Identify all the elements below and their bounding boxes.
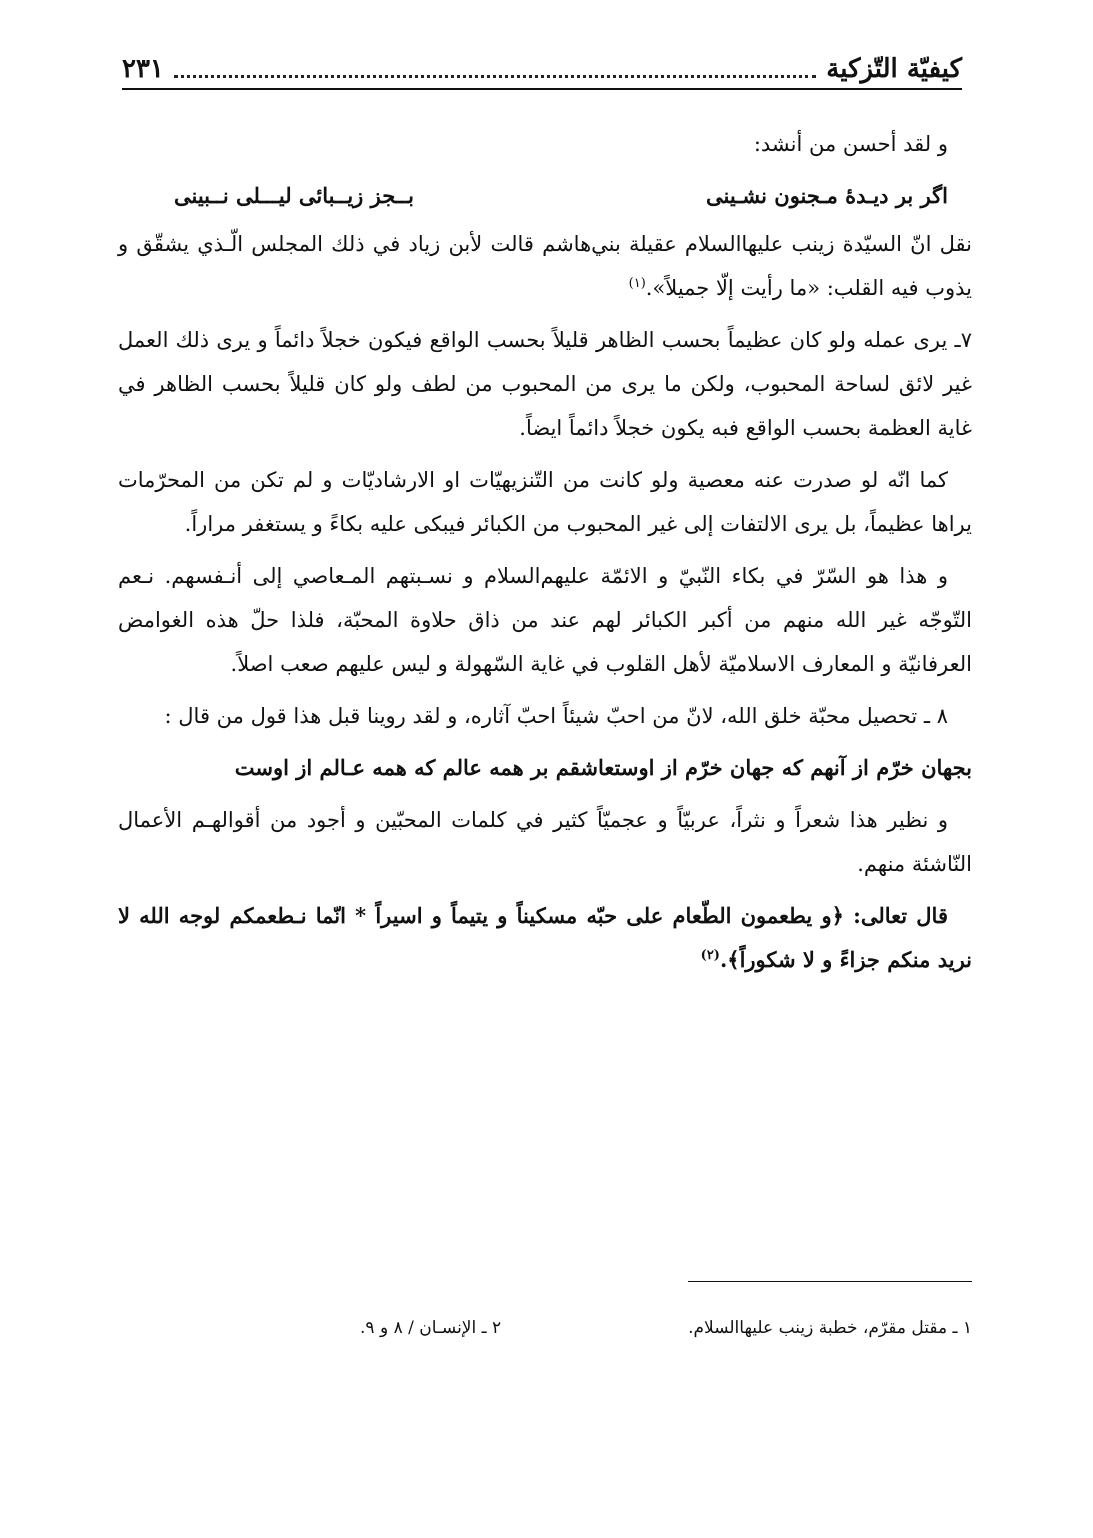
chapter-title: كيفيّة التّزكية <box>826 54 962 84</box>
paragraph-zaynab-text: نقل انّ السيّدة زينب عليهاالسلام عقيلة بني‌هاشم قالت لأبن زياد في ذلك المجلس الّـذي يشقّق و يذوب فيه القلب: «ما رأيت إلّا جميلاً». <box>118 232 972 300</box>
page-body <box>118 122 972 990</box>
persian-verse: بجهان خرّم از آنهم كه جهان خرّم از اوستعاشقم بر همه عالم كه همه عـالم از اوست <box>234 755 972 780</box>
poem-hemistich-left: بــجز زيــبائى ليـــلى نــبينى <box>174 183 414 208</box>
footnote-divider <box>688 1281 972 1282</box>
paragraph-intro: و لقد أحسن من أنشد: <box>753 132 948 156</box>
page-header <box>122 38 962 90</box>
paragraph-item-7: ٧ـ يرى عمله ولو كان عظيماً بحسب الظاهر قليلاً بحسب الواقع فيكون خجلاً دائماً و يرى ذلك العمل غير لائق لساحة المحبوب، ولكن ما يرى من المحبوب من لطف ولو كان قليلاً بحسب الظاهر في غاية العظمة بحسب الواقع فبه يكون خجلاً دائماً ايضاً. <box>118 328 972 440</box>
footnote-1: ١ ـ مقتل مقرّم، خطبة زينب عليهاالسلام. <box>688 1318 972 1338</box>
footnote-ref-1: (١) <box>628 276 646 291</box>
leader-dots <box>174 75 816 78</box>
paragraph-zaynab <box>118 222 972 310</box>
quran-verse-text: قال تعالى: ﴿و يطعمون الطّعام على حبّه مسكيناً و يتيماً و اسيراً * انّما نـطعمكم لوجه الله لا نريد منكم جزاءً و لا شكوراً﴾. <box>118 903 972 972</box>
page-number: ۲۳۱ <box>122 54 164 84</box>
paragraph-quran <box>118 894 972 982</box>
paragraph-item-8: ٨ ـ تحصيل محبّة خلق الله، لانّ من احبّ شيئاً احبّ آثاره، و لقد روينا قبل هذا قول من قال : <box>164 704 948 728</box>
footnote-ref-2: (٢) <box>700 948 720 963</box>
paragraph-sin: كما انّه لو صدرت عنه معصية ولو كانت من التّنزيهيّات او الارشاديّات و لم تكن من المحرّمات يراها عظيماً، بل يرى الالتفات إلى غير المحبوب من الكبائر فيبكى عليه بكاءً و يستغفر مراراً. <box>118 468 972 536</box>
paragraph-secret: و هذا هو السّرّ في بكاء النّبيّ و الائمّة عليهم‌السلام و نسـبتهم المـعاصي إلى أنـفسهم. نـعم التّوجّه غير الله منهم من أكبر الكبائر لهم عند من ذاق حلاوة المحبّة، فلذا حلّ هذه الغوامض العرفانيّة و المعارف الاسلاميّة لأهل القلوب في غاية السّهولة و ليس عليهم صعب اصلاً. <box>118 564 972 676</box>
poem-hemistich-right: اگر بر ديـدهٔ مـجنون نشـينى <box>706 183 948 208</box>
paragraph-similar: و نظير هذا شعراً و نثراً، عربيّاً و عجميّاً كثير في كلمات المحبّين و أجود من أقوالهـم الأعمال النّاشئة منهم. <box>118 808 972 876</box>
persian-poem-line <box>118 174 972 218</box>
footnotes <box>360 1318 972 1338</box>
footnote-2: ٢ ـ الإنسـان / ٨ و ٩. <box>360 1318 502 1338</box>
